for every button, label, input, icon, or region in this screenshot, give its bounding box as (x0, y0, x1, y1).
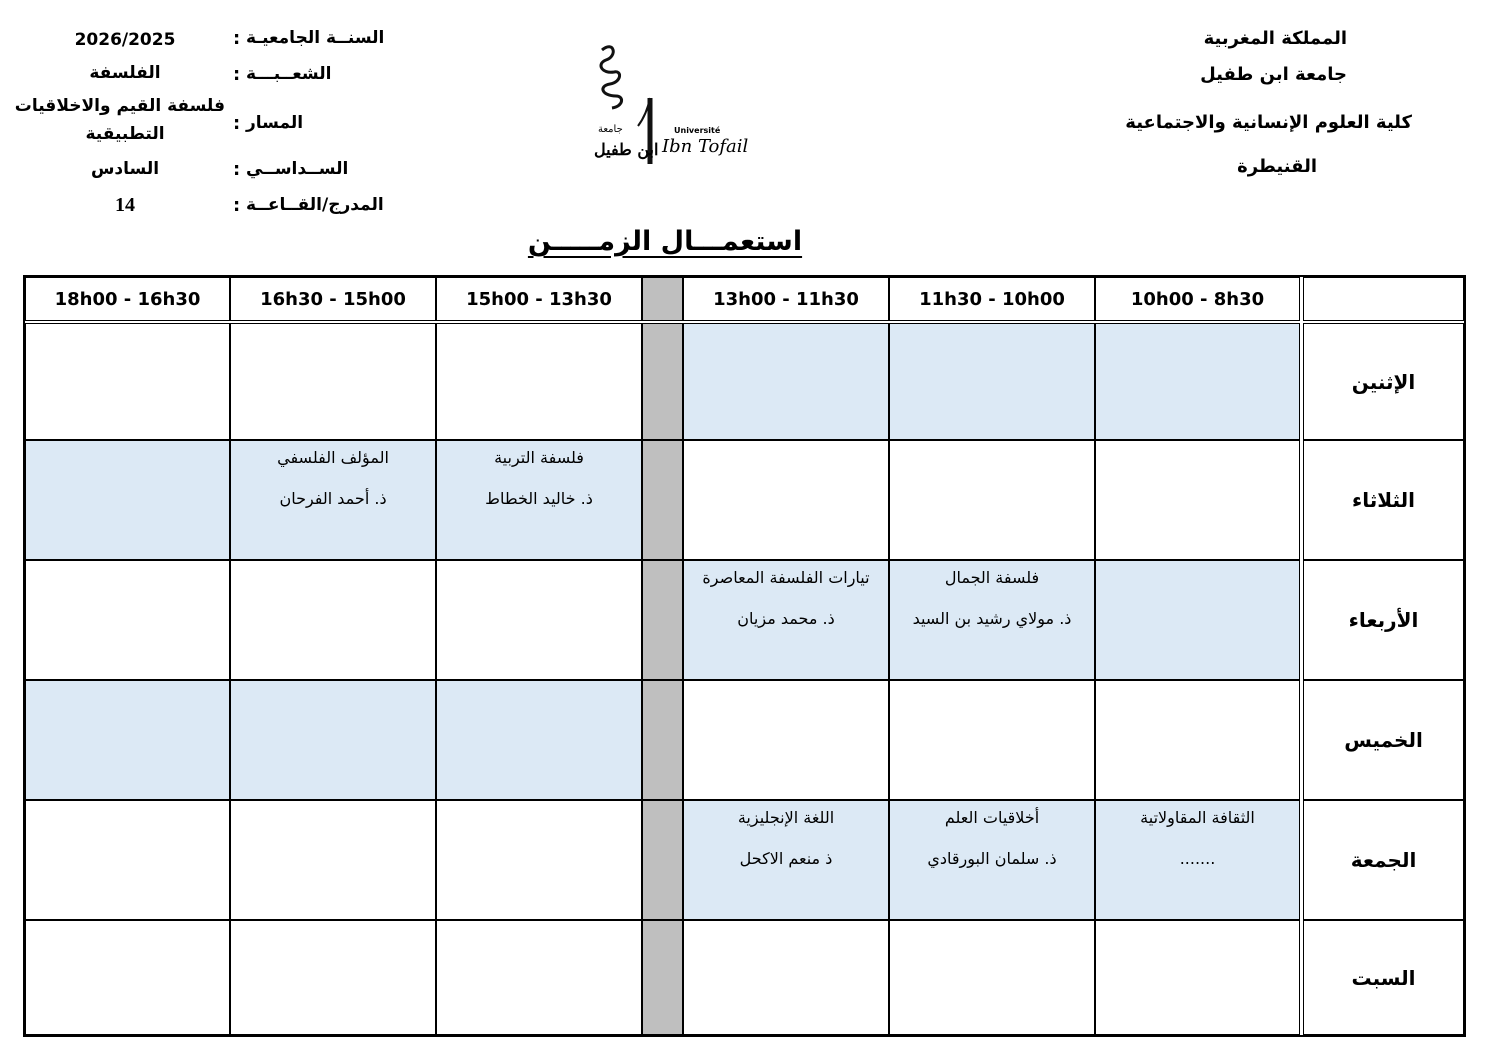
slot-cell (1095, 680, 1300, 800)
break-column (642, 680, 683, 800)
track-value-1: فلسفة القيم والاخلاقيات (14, 96, 225, 116)
institution-line-1: المملكة المغربية (1203, 28, 1347, 49)
track-value-2: التطبيقية (85, 124, 165, 144)
branch-label: الشعــبـــة (246, 64, 332, 84)
slot-cell (25, 680, 230, 800)
institution-line-4: القنيطرة (1237, 156, 1317, 177)
day-label: الإثنين (1303, 323, 1464, 440)
slot-cell (25, 323, 230, 440)
slot-cell (683, 440, 889, 560)
slot-cell (889, 680, 1095, 800)
teacher-name: ذ. خاليد الخطاط (485, 489, 593, 508)
break-column (642, 323, 683, 440)
course-cell (683, 800, 889, 920)
logo-text-ar: ابن طفيل (594, 140, 659, 159)
break-column (642, 800, 683, 920)
slot-cell (230, 800, 436, 920)
logo-text-ar-small: جامعة (598, 124, 623, 135)
institution-line-3: كلية العلوم الإنسانية والاجتماعية (1125, 112, 1412, 133)
course-cell (683, 560, 889, 680)
day-label: الثلاثاء (1303, 440, 1464, 560)
slot-cell (230, 920, 436, 1035)
teacher-name: ....... (1179, 849, 1216, 868)
logo-text-fr: Ibn Tofail (662, 136, 749, 157)
slot-cell (436, 323, 642, 440)
university-logo (588, 36, 749, 166)
slot-cell (889, 323, 1095, 440)
slot-cell (230, 323, 436, 440)
colon: : (233, 159, 241, 180)
room-value: 14 (115, 194, 135, 216)
course-cell (889, 560, 1095, 680)
course-name: تيارات الفلسفة المعاصرة (702, 568, 870, 587)
course-name: فلسفة التربية (494, 448, 584, 467)
teacher-name: ذ. سلمان البورقادي (927, 849, 1057, 868)
course-name: الثقافة المقاولاتية (1140, 808, 1255, 827)
slot-cell (436, 560, 642, 680)
slot-cell (436, 920, 642, 1035)
logo-text-fr-small: Université (674, 126, 721, 135)
semester-value: السادس (90, 159, 160, 179)
course-cell (230, 440, 436, 560)
day-label: الخميس (1303, 680, 1464, 800)
time-header: 18h00 - 16h30 (25, 277, 230, 321)
slot-cell (683, 920, 889, 1035)
break-column (642, 560, 683, 680)
timetable (23, 275, 1466, 1037)
slot-cell (1095, 440, 1300, 560)
slot-cell (1095, 920, 1300, 1035)
course-name: المؤلف الفلسفي (277, 448, 389, 467)
time-header: 16h30 - 15h00 (230, 277, 436, 321)
course-name: فلسفة الجمال (944, 568, 1040, 587)
slot-cell (889, 440, 1095, 560)
colon: : (233, 195, 241, 216)
branch-value: الفلسفة (89, 63, 161, 83)
day-label: الأربعاء (1303, 560, 1464, 680)
teacher-name: ذ. محمد مزيان (737, 609, 835, 628)
year-value: 2026/2025 (74, 30, 176, 50)
slot-cell (436, 680, 642, 800)
teacher-name: ذ منعم الاكحل (739, 849, 833, 868)
slot-cell (683, 323, 889, 440)
course-cell (889, 800, 1095, 920)
time-header: 10h00 - 8h30 (1095, 277, 1300, 321)
colon: : (233, 64, 241, 85)
teacher-name: ذ. أحمد الفرحان (279, 489, 387, 508)
corner-cell (1303, 277, 1464, 321)
institution-line-2: جامعة ابن طفيل (1200, 64, 1347, 85)
slot-cell (25, 440, 230, 560)
course-cell (1095, 800, 1300, 920)
time-header: 13h00 - 11h30 (683, 277, 889, 321)
slot-cell (25, 920, 230, 1035)
break-column (642, 440, 683, 560)
page-title: استعمـــال الزمـــــن (527, 226, 803, 257)
slot-cell (230, 680, 436, 800)
semester-label: الســداســي (246, 159, 349, 179)
slot-cell (25, 800, 230, 920)
course-cell (436, 440, 642, 560)
time-header: 15h00 - 13h30 (436, 277, 642, 321)
day-label: الجمعة (1303, 800, 1464, 920)
slot-cell (1095, 560, 1300, 680)
break-column (642, 277, 683, 321)
course-name: أخلاقيات العلم (944, 808, 1040, 827)
break-column (642, 920, 683, 1035)
slot-cell (436, 800, 642, 920)
course-name: اللغة الإنجليزية (737, 808, 835, 827)
colon: : (233, 113, 241, 134)
slot-cell (683, 680, 889, 800)
year-label: السنــة الجامعيـة (246, 28, 385, 48)
slot-cell (230, 560, 436, 680)
track-label: المسار (246, 113, 304, 133)
room-label: المدرج/القــاعــة (246, 195, 384, 215)
slot-cell (25, 560, 230, 680)
colon: : (233, 28, 241, 49)
day-label: السبت (1303, 920, 1464, 1035)
teacher-name: ذ. مولاي رشيد بن السيد (912, 609, 1072, 628)
slot-cell (889, 920, 1095, 1035)
slot-cell (1095, 323, 1300, 440)
time-header: 11h30 - 10h00 (889, 277, 1095, 321)
